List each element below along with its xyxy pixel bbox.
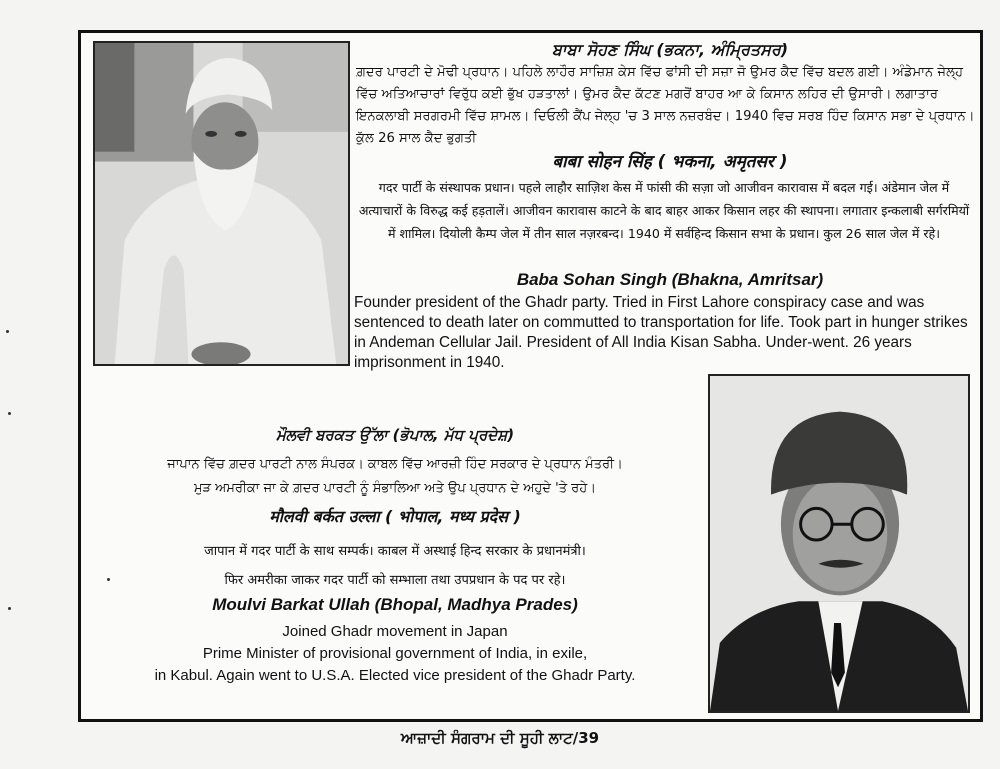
barkat-bio-english-line-1: Joined Ghadr movement in Japan: [282, 623, 508, 640]
barkat-bio-english: [95, 621, 695, 687]
sohan-bio-hindi: गदर पार्टी के संस्थापक प्रधान। पहले लाहौर साज़िश केस में फांसी की सज़ा जो आजीवन कारावास में बदल गई। अंडेमान जेल में अत्याचारों के विरुद्ध कई हड़तालें। आजीवन कारावास काटने के बाद बाहर आकर किसान लहर की स्थापना। लगातार इन्कलाबी सर्गरमियों में शामिल। दियोली कैम्प जेल में तीन साल नज़रबन्द। 1940 में सर्वहिन्द किसान सभा के प्रधान। कुल 26 साल जेल में रहे।: [358, 180, 970, 241]
portrait-barkat-ullah: [708, 374, 970, 713]
barkat-bio-english-line-2: Prime Minister of provisional government of India, in exile,: [202, 645, 588, 662]
barkat-bio-hindi-line-2: फिर अमरीका जाकर गदर पार्टी को सम्भाला तथा उपप्रधान के पद पर रहे।: [224, 573, 566, 588]
barkat-title-punjabi: ਮੌਲਵੀ ਬਰਕਤ ਉੱਲਾ (ਭੋਪਾਲ, ਮੱਧ ਪ੍ਰਦੇਸ਼): [275, 426, 515, 444]
barkat-bio-english-line-3: in Kabul. Again went to U.S.A. Elected vice president of the Ghadr Party.: [154, 667, 636, 684]
barkat-bio-punjabi: [95, 453, 695, 501]
sohan-title-hindi: बाबा सोहन सिंह ( भकना, अमृतसर ): [552, 152, 788, 172]
sohan-title-english: Baba Sohan Singh (Bhakna, Amritsar): [516, 270, 824, 289]
sohan-title-punjabi: ਬਾਬਾ ਸੋਹਣ ਸਿੰਘ (ਭਕਨਾ, ਅੰਮ੍ਰਿਤਸਰ): [551, 40, 789, 59]
scan-speck: [8, 607, 11, 610]
sohan-bio-english: Founder president of the Ghadr party. Tried in First Lahore conspiracy case and was sentenced to death later on commutted to transportation for life. Took part in hunger strikes in Andeman Cellular Jail. President of All India Kisan Sabha. Under-went. 26 years imprisonment in 1940.: [354, 294, 968, 371]
barkat-bio-punjabi-line-2: ਮੁੜ ਅਮਰੀਕਾ ਜਾ ਕੇ ਗ਼ਦਰ ਪਾਰਟੀ ਨੂੰ ਸੰਭਾਲਿਆ ਅਤੇ ਉਪ ਪ੍ਰਧਾਨ ਦੇ ਅਹੁਦੇ 'ਤੇ ਰਹੇ।: [194, 481, 596, 496]
scan-speck: [107, 578, 110, 581]
portrait-sohan-singh: [93, 41, 350, 366]
barkat-bio-punjabi-line-1: ਜਾਪਾਨ ਵਿੱਚ ਗ਼ਦਰ ਪਾਰਟੀ ਨਾਲ ਸੰਪਰਕ। ਕਾਬਲ ਵਿੱਚ ਆਰਜ਼ੀ ਹਿੰਦ ਸਰਕਾਰ ਦੇ ਪ੍ਰਧਾਨ ਮੰਤਰੀ।: [167, 457, 623, 472]
barkat-title-english: Moulvi Barkat Ullah (Bhopal, Madhya Prades): [212, 595, 578, 614]
scan-speck: [8, 412, 11, 415]
barkat-bio-hindi: [95, 537, 695, 595]
scan-speck: [6, 330, 9, 333]
barkat-bio-hindi-line-1: जापान में गदर पार्टी के साथ सम्पर्क। काबल में अस्थाई हिन्द सरकार के प्रधानमंत्री।: [204, 544, 586, 559]
page-footer: ਆਜ਼ਾਦੀ ਸੰਗਰਾਮ ਦੀ ਸੂਹੀ ਲਾਟ/39: [400, 729, 600, 747]
sohan-bio-punjabi: ਗ਼ਦਰ ਪਾਰਟੀ ਦੇ ਮੋਢੀ ਪ੍ਰਧਾਨ। ਪਹਿਲੇ ਲਾਹੌਰ ਸਾਜ਼ਿਸ਼ ਕੇਸ ਵਿੱਚ ਫਾਂਸੀ ਦੀ ਸਜ਼ਾ ਜੋ ਉਮਰ ਕੈਦ ਵਿੱਚ ਬਦਲ ਗਈ। ਅੰਡੇਮਾਨ ਜੇਲ੍ਹ ਵਿੱਚ ਅਤਿਆਚਾਰਾਂ ਵਿਰੁੱਧ ਕਈ ਭੁੱਖ ਹੜਤਾਲਾਂ। ਉਮਰ ਕੈਦ ਕੱਟਣ ਮਗਰੋਂ ਬਾਹਰ ਆ ਕੇ ਕਿਸਾਨ ਲਹਿਰ ਦੀ ਉਸਾਰੀ। ਲਗਾਤਾਰ ਇਨਕਲਾਬੀ ਸਰਗਰਮੀ ਵਿੱਚ ਸ਼ਾਮਲ। ਦਿਓਲੀ ਕੈਂਪ ਜੇਲ੍ਹ 'ਚ 3 ਸਾਲ ਨਜ਼ਰਬੰਦ। 1940 ਵਿਚ ਸਰਬ ਹਿੰਦ ਕਿਸਾਨ ਸਭਾ ਦੇ ਪ੍ਰਧਾਨ। ਕੁੱਲ 26 ਸਾਲ ਕੈਦ ਭੁਗਤੀ: [356, 65, 975, 146]
barkat-title-hindi: मौलवी बर्कत उल्ला ( भोपाल, मध्य प्रदेस ): [269, 507, 521, 526]
